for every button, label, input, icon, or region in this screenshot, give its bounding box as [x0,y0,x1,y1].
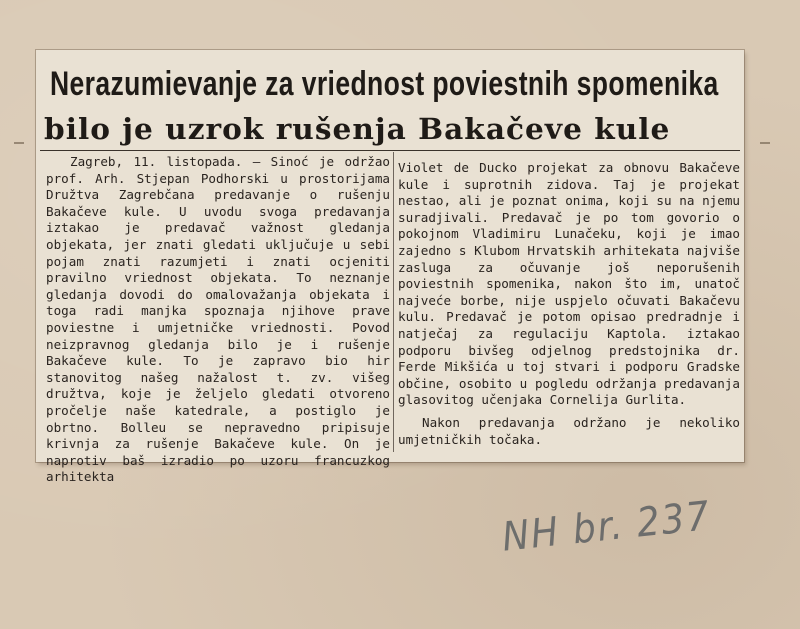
newspaper-clipping [36,50,744,485]
edge-mark [760,142,770,144]
headline-rule [40,150,740,151]
article-paragraph-left: Zagreb, 11. listopada. — Sinoć je održao prof. Arh. Stjepan Podhorski u prostorijama Družtva Zagrebčana predavanje o rušenju Bakačeve kule. U uvodu svoga predavanja iztakao je predavač važnost gledanja objekata, jer znati gledati uključuje u sebi pojam znati razumjeti i znati ocjeniti pravilno vriednost objekata. To neznanje gledanja dovodi do omalovažanja objekata i toga radi manjka spoznaja njihove prave poviestne i umjetničke vriednosti. Povod neizpravnog gledanja bilo je i rušenje Bakačeve kule. To je zapravo bio hir stanovitog našeg nažalost t. zv. višeg družtva, koje je željelo gledati otvoreno pročelje naše katedrale, a postiglo je obrtno. Bolleu se nepravedno pripisuje krivnja za rušenje Bakačeve kule. On je naprotiv baš izradio po uzoru francuzkog arhitekta [46,154,390,485]
column-divider [393,152,394,452]
article-column-left [46,154,390,492]
edge-mark [14,142,24,144]
article-column-right [398,160,740,454]
article-paragraph-right-1: Violet de Ducko projekat za obnovu Bakačeve kule i suprotnih zidova. Taj je projekat nestao, ali je poznat onima, koji su na njemu suradjivali. Predavač je po tom govorio o pokojnom Vladimiru Lunačeku, koji je imao zajedno s Klubom Hrvatskih arhitekata najviše zasluga za očuvanje još neporušenih poviestnih spomenika, nakon što im, unatoč najveće borbe, nije uspjelo očuvati Bakačevu kulu. Predavač je potom opisao predradnje i natječaj za regulaciju Kaptola. iztakao podporu bivšeg odjelnog predstojnika dr. Ferde Mikšića u toj stvari i podporu Gradske občine, osobito u pogledu održanja predavanja glasovitog učenjaka Cornelija Gurlita. [398,160,740,408]
headline-line-2: bilo je uzrok rušenja Bakačeve kule [44,112,671,146]
handwritten-archive-number: NH br. 237 [500,493,714,561]
article-paragraph-right-2: Nakon predavanja održano je nekoliko umjetničkih točaka. [398,414,740,447]
headline-line-1: Nerazumievanje za vriednost poviestnih spomenika [50,65,719,103]
